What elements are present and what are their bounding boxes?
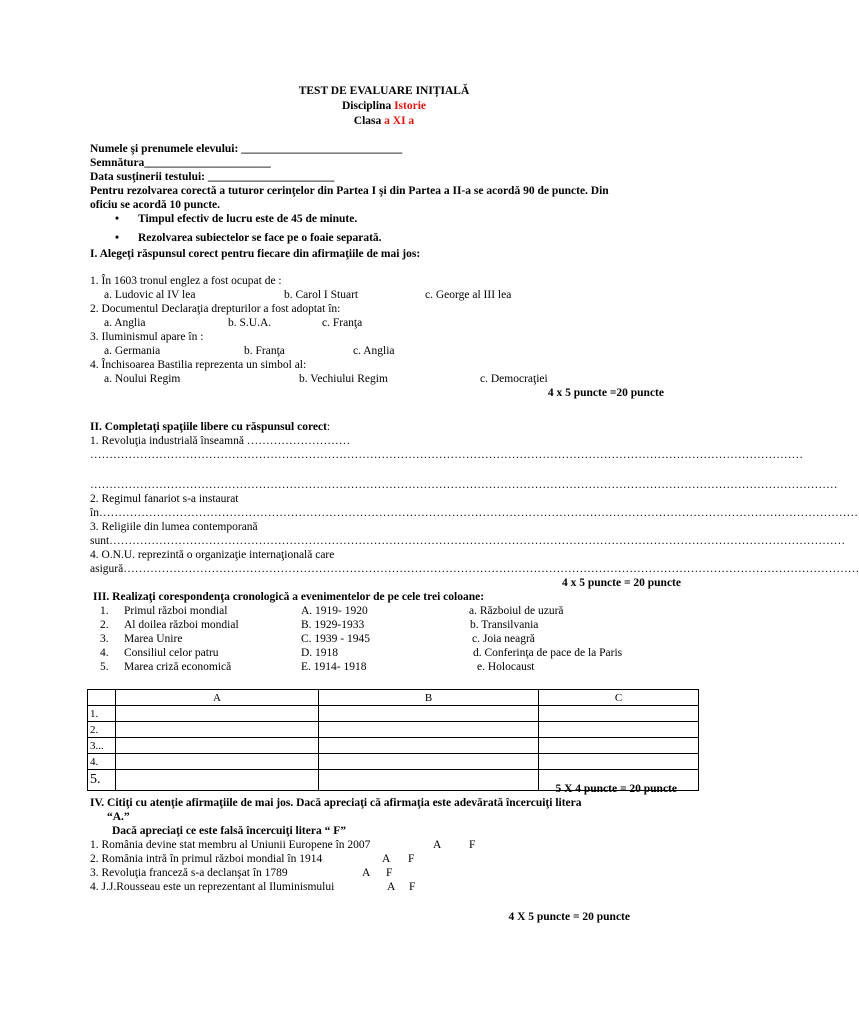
s2-q1-answer-line: …………………………………………………………………………………………………………………………………………………………………… (90, 449, 803, 461)
class-value: a XI a (384, 115, 415, 127)
answer-cell[interactable] (539, 706, 699, 722)
answer-table-header-b: B (319, 690, 539, 706)
section2-heading: II. Completaţi spaţiile libere cu răspunsul corect (90, 421, 327, 433)
s1-q4: 4. Închisoarea Bastilia reprezenta un simbol al: (90, 359, 307, 371)
s1-q1-a: a. Ludovic al IV lea (104, 289, 196, 301)
s4-statement-4-a[interactable]: A (387, 881, 396, 893)
answer-table (87, 689, 699, 791)
s1-q2: 2. Documentul Declaraţia drepturilor a fost adoptat în: (90, 303, 341, 315)
s1-q2-c: c. Franţa (322, 317, 363, 329)
s3-match: b. Transilvania (470, 619, 539, 631)
s1-q3-c: c. Anglia (353, 345, 395, 357)
s2-q3-answer-line: sunt………………………………………………………………………………………………………………………………………………………………………… (90, 535, 846, 547)
s3-num: 1. (100, 605, 109, 617)
discipline-value: Istorie (394, 100, 427, 112)
s1-q4-a: a. Noului Regim (104, 373, 181, 385)
s3-date: A. 1919- 1920 (301, 605, 368, 617)
s1-q4-b: b. Vechiului Regim (299, 373, 388, 385)
s4-statement-1-f[interactable]: F (469, 839, 476, 851)
s4-statement-3-a[interactable]: A (362, 867, 371, 879)
s1-q4-c: c. Democraţiei (480, 373, 548, 385)
scoring-instruction-2: oficiu se acordă 10 puncte. (90, 199, 221, 211)
s2-q4-answer-line: asigură………………………………………………………………………………………………………………………………………………………………………… (90, 563, 859, 575)
s2-q2-answer-line: în……………………………………………………………………………………………………………………………………………………………………………… (90, 507, 858, 519)
answer-cell[interactable] (116, 706, 319, 722)
s3-match: a. Războiul de uzură (469, 605, 564, 617)
s3-match: c. Joia neagră (472, 633, 535, 645)
date-field: Data susţinerii testului: ______________________ (90, 171, 335, 183)
discipline-line (0, 100, 768, 112)
scoring-instruction-1: Pentru rezolvarea corectă a tuturor cerinţelor din Partea I şi din Partea a II-a se acordă 90 de puncte. Din (90, 185, 609, 197)
test-title: TEST DE EVALUARE INIȚIALĂ (298, 85, 470, 97)
table-row (88, 754, 699, 770)
section4-heading-2: “A.” (107, 811, 130, 823)
answer-cell[interactable] (319, 706, 539, 722)
table-row-number: 3... (88, 738, 116, 754)
student-name-field: Numele şi prenumele elevului: ____________________________ (90, 143, 403, 155)
s3-date: B. 1929-1933 (301, 619, 365, 631)
s1-q3-b: b. Franţa (244, 345, 285, 357)
s2-q3-cont: sunt (90, 535, 110, 547)
s1-q3: 3. Iluminismul apare în : (90, 331, 204, 343)
s2-q4: 4. O.N.U. reprezintă o organizaţie internaţională care (90, 549, 335, 561)
section1-heading: I. Alegeţi răspunsul corect pentru fiecare din afirmaţiile de mai jos: (90, 248, 421, 260)
s3-event: Primul război mondial (124, 605, 228, 617)
bullet-time: • Timpul efectiv de lucru este de 45 de minute. (138, 213, 357, 225)
answer-cell[interactable] (539, 738, 699, 754)
section2-heading-colon: : (326, 421, 331, 433)
table-row-number: 1. (88, 706, 116, 722)
answer-table-corner (88, 690, 116, 706)
answer-cell[interactable] (319, 722, 539, 738)
answer-table-header (88, 690, 699, 706)
s2-q2: 2. Regimul fanariot s-a instaurat (90, 493, 239, 505)
s3-date: E. 1914- 1918 (301, 661, 367, 673)
signature-field: Semnătura______________________ (90, 157, 271, 169)
class-line (0, 115, 768, 127)
answer-cell[interactable] (116, 770, 319, 791)
table-row (88, 722, 699, 738)
s2-q2-cont: în (90, 507, 99, 519)
section1-score: 4 x 5 puncte =20 puncte (547, 387, 664, 399)
s4-statement-2-a[interactable]: A (382, 853, 391, 865)
s2-q1: 1. Revoluţia industrială înseamnă ……………………… (90, 435, 351, 447)
s4-statement-3-f[interactable]: F (386, 867, 393, 879)
answer-cell[interactable] (116, 738, 319, 754)
s1-q2-b: b. S.U.A. (228, 317, 272, 329)
s3-match: d. Conferinţa de pace de la Paris (473, 647, 623, 659)
s3-num: 5. (100, 661, 109, 673)
s3-event: Marea Unire (124, 633, 183, 645)
section4-heading-3: Dacă apreciaţi ce este falsă încercuiţi litera “ F” (112, 825, 346, 837)
answer-table-header-c: C (539, 690, 699, 706)
section4-score: 4 X 5 puncte = 20 puncte (508, 911, 630, 923)
section4-heading-1: IV. Citiţi cu atenţie afirmaţiile de mai jos. Dacă apreciaţi că afirmaţia este adevărată încercuiţi litera (90, 797, 582, 809)
s3-match: e. Holocaust (477, 661, 535, 673)
s3-num: 3. (100, 633, 109, 645)
answer-cell[interactable] (539, 722, 699, 738)
s4-statement-4-f[interactable]: F (409, 881, 416, 893)
table-row-number: 2. (88, 722, 116, 738)
table-row-number: 4. (88, 754, 116, 770)
answer-cell[interactable] (116, 754, 319, 770)
class-label: Clasa (353, 115, 382, 127)
s3-event: Al doilea război mondial (124, 619, 239, 631)
table-row-number: 5. (88, 770, 116, 791)
s4-statement-4: 4. J.J.Rousseau este un reprezentant al Iluminismului (90, 881, 335, 893)
s3-date: C. 1939 - 1945 (301, 633, 370, 645)
answer-cell[interactable] (319, 754, 539, 770)
s2-q3: 3. Religiile din lumea contemporană (90, 521, 258, 533)
answer-table-header-a: A (116, 690, 319, 706)
bullet-sheet: • Rezolvarea subiectelor se face pe o foaie separată. (138, 232, 382, 244)
s3-num: 2. (100, 619, 109, 631)
s4-statement-1-a[interactable]: A (433, 839, 442, 851)
s4-statement-2-f[interactable]: F (408, 853, 415, 865)
s1-q2-a: a. Anglia (104, 317, 146, 329)
section3-heading: III. Realizaţi corespondenţa cronologică a evenimentelor de pe cele trei coloane: (93, 591, 485, 603)
s2-q1-answer-line-2: …………………………………………………………………………………………………………………………………………………………………………… (90, 479, 838, 491)
s3-event: Marea criză economică (124, 661, 232, 673)
s1-q1: 1. În 1603 tronul englez a fost ocupat de : (90, 275, 282, 287)
section3-score: 5 X 4 puncte = 20 puncte (555, 783, 677, 795)
s4-statement-3: 3. Revoluţia franceză s-a declanşat în 1789 (90, 867, 288, 879)
s4-statement-2: 2. România intră în primul război mondial în 1914 (90, 853, 323, 865)
table-row (88, 706, 699, 722)
s3-num: 4. (100, 647, 109, 659)
table-row (88, 738, 699, 754)
discipline-label: Disciplina (341, 100, 392, 112)
answer-cell[interactable] (319, 770, 539, 791)
s4-statement-1: 1. România devine stat membru al Uniunii Europene în 2007 (90, 839, 371, 851)
answer-cell[interactable] (539, 754, 699, 770)
s1-q3-a: a. Germania (104, 345, 161, 357)
s1-q1-c: c. George al III lea (425, 289, 512, 301)
s3-date: D. 1918 (301, 647, 339, 659)
s2-q4-cont: asigură (90, 563, 124, 575)
section2-heading-line (90, 421, 330, 433)
section2-score: 4 x 5 puncte = 20 puncte (561, 577, 681, 589)
answer-cell[interactable] (116, 722, 319, 738)
s3-event: Consiliul celor patru (124, 647, 219, 659)
s1-q1-b: b. Carol I Stuart (284, 289, 359, 301)
answer-cell[interactable] (319, 738, 539, 754)
